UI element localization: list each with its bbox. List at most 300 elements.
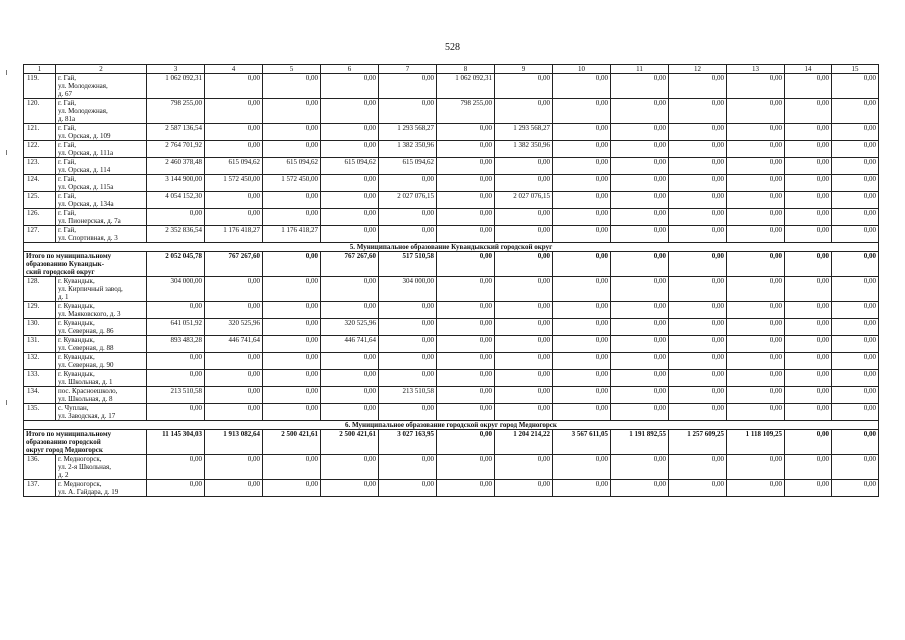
amount-cell: 0,00 — [611, 455, 669, 480]
amount-cell: 0,00 — [669, 302, 727, 319]
address-line: ул. Северная, д. 90 — [58, 361, 114, 369]
address-line: ул. Маяковского, д. 3 — [58, 310, 121, 318]
row-number: 122. — [24, 141, 56, 158]
address-line: ул. Школьная, д. 1 — [58, 378, 113, 386]
amount-cell: 0,00 — [437, 319, 495, 336]
amount-cell: 0,00 — [785, 319, 832, 336]
amount-cell: 0,00 — [669, 370, 727, 387]
address-line: ул. Кирпичный завод, — [58, 285, 123, 293]
section-heading-row — [24, 243, 879, 252]
amount-cell: 0,00 — [379, 353, 437, 370]
amount-cell: 0,00 — [611, 404, 669, 421]
amount-cell: 0,00 — [832, 252, 879, 277]
amount-cell: 0,00 — [321, 404, 379, 421]
address-line: ул. Орская, д. 114 — [58, 166, 111, 174]
amount-cell: 0,00 — [379, 319, 437, 336]
amount-cell: 0,00 — [785, 158, 832, 175]
amount-cell: 767 267,60 — [321, 252, 379, 277]
amount-cell: 0,00 — [205, 99, 263, 124]
amount-cell: 0,00 — [379, 336, 437, 353]
amount-cell: 0,00 — [379, 175, 437, 192]
amount-cell: 0,00 — [437, 404, 495, 421]
amount-cell: 0,00 — [785, 192, 832, 209]
row-number: 119. — [24, 74, 56, 99]
amount-cell: 0,00 — [205, 74, 263, 99]
amount-cell: 0,00 — [553, 336, 611, 353]
amount-cell: 0,00 — [437, 370, 495, 387]
table-row — [24, 192, 879, 209]
amount-cell: 1 572 450,00 — [205, 175, 263, 192]
amount-cell: 0,00 — [379, 99, 437, 124]
amount-cell: 0,00 — [205, 209, 263, 226]
address-line: ул. Спортивная, д. 3 — [58, 234, 118, 242]
amount-cell: 0,00 — [727, 302, 785, 319]
amount-cell: 0,00 — [611, 277, 669, 302]
address-cell — [56, 480, 147, 497]
amount-cell: 0,00 — [785, 99, 832, 124]
table-row — [24, 319, 879, 336]
amount-cell: 0,00 — [263, 124, 321, 141]
margin-mark — [6, 150, 7, 155]
address-line: г. Гай, — [58, 192, 77, 200]
amount-cell: 0,00 — [785, 175, 832, 192]
address-line: г. Гай, — [58, 74, 77, 82]
amount-cell: 1 118 109,25 — [727, 430, 785, 455]
amount-cell: 0,00 — [727, 277, 785, 302]
amount-cell: 0,00 — [832, 387, 879, 404]
row-number: 120. — [24, 99, 56, 124]
amount-cell: 0,00 — [832, 226, 879, 243]
address-cell — [56, 370, 147, 387]
table-row — [24, 387, 879, 404]
amount-cell: 0,00 — [205, 141, 263, 158]
amount-cell: 0,00 — [832, 175, 879, 192]
amount-cell: 0,00 — [727, 192, 785, 209]
amount-cell: 1 382 350,96 — [379, 141, 437, 158]
address-cell — [56, 302, 147, 319]
amount-cell: 0,00 — [611, 158, 669, 175]
amount-cell: 0,00 — [321, 480, 379, 497]
amount-cell: 0,00 — [553, 74, 611, 99]
amount-cell: 0,00 — [669, 74, 727, 99]
amount-cell: 615 094,62 — [263, 158, 321, 175]
amount-cell: 0,00 — [495, 99, 553, 124]
amount-cell: 0,00 — [495, 74, 553, 99]
amount-cell: 0,00 — [147, 480, 205, 497]
amount-cell: 2 352 836,54 — [147, 226, 205, 243]
address-line: ул. Орская, д. 109 — [58, 132, 111, 140]
address-line: пос. Красноешколо, — [58, 387, 118, 395]
amount-cell: 446 741,64 — [321, 336, 379, 353]
table-row — [24, 404, 879, 421]
amount-cell: 0,00 — [832, 404, 879, 421]
amount-cell: 0,00 — [437, 480, 495, 497]
amount-cell: 0,00 — [553, 370, 611, 387]
amount-cell: 0,00 — [205, 353, 263, 370]
amount-cell: 0,00 — [832, 302, 879, 319]
amount-cell: 4 054 152,30 — [147, 192, 205, 209]
address-cell — [56, 141, 147, 158]
amount-cell: 0,00 — [321, 226, 379, 243]
amount-cell: 0,00 — [147, 209, 205, 226]
amount-cell: 0,00 — [553, 302, 611, 319]
amount-cell: 0,00 — [495, 404, 553, 421]
column-header: 11 — [611, 65, 669, 74]
amount-cell: 0,00 — [669, 158, 727, 175]
amount-cell: 0,00 — [832, 336, 879, 353]
address-line: ул. Школьная, д. 8 — [58, 395, 113, 403]
amount-cell: 0,00 — [727, 74, 785, 99]
amount-cell: 0,00 — [832, 353, 879, 370]
amount-cell: 0,00 — [669, 353, 727, 370]
amount-cell: 2 052 045,78 — [147, 252, 205, 277]
amount-cell: 0,00 — [321, 387, 379, 404]
amount-cell: 0,00 — [495, 252, 553, 277]
amount-cell: 0,00 — [553, 209, 611, 226]
amount-cell: 0,00 — [785, 74, 832, 99]
address-line: ул. Орская, д. 134а — [58, 200, 114, 208]
amount-cell: 0,00 — [437, 277, 495, 302]
amount-cell: 0,00 — [437, 158, 495, 175]
amount-cell: 0,00 — [553, 404, 611, 421]
amount-cell: 0,00 — [263, 302, 321, 319]
amount-cell: 1 913 082,64 — [205, 430, 263, 455]
amount-cell: 0,00 — [321, 175, 379, 192]
address-cell — [56, 353, 147, 370]
amount-cell: 3 027 163,95 — [379, 430, 437, 455]
amount-cell: 0,00 — [727, 319, 785, 336]
amount-cell: 213 510,58 — [379, 387, 437, 404]
column-header: 5 — [263, 65, 321, 74]
amount-cell: 0,00 — [147, 370, 205, 387]
column-header: 10 — [553, 65, 611, 74]
amount-cell: 2 460 378,48 — [147, 158, 205, 175]
section-heading-row — [24, 421, 879, 430]
amount-cell: 0,00 — [263, 252, 321, 277]
amount-cell: 1 176 418,27 — [263, 226, 321, 243]
amount-cell: 0,00 — [669, 319, 727, 336]
section-heading: 6. Муниципальное образование городской округ город Медногорск — [24, 421, 879, 430]
amount-cell: 0,00 — [611, 353, 669, 370]
amount-cell: 0,00 — [611, 319, 669, 336]
column-header: 3 — [147, 65, 205, 74]
amount-cell: 0,00 — [785, 252, 832, 277]
address-line: Итого по муниципальному — [26, 430, 112, 438]
amount-cell: 0,00 — [495, 226, 553, 243]
amount-cell: 0,00 — [611, 336, 669, 353]
amount-cell: 0,00 — [205, 192, 263, 209]
amount-cell: 0,00 — [727, 175, 785, 192]
address-line: округ город Медногорск — [26, 446, 103, 454]
amount-cell: 0,00 — [785, 387, 832, 404]
amount-cell: 1 176 418,27 — [205, 226, 263, 243]
amount-cell: 0,00 — [727, 209, 785, 226]
amount-cell: 0,00 — [205, 455, 263, 480]
table-row — [24, 336, 879, 353]
amount-cell: 0,00 — [611, 387, 669, 404]
table-row — [24, 74, 879, 99]
amount-cell: 615 094,62 — [321, 158, 379, 175]
amount-cell: 0,00 — [495, 175, 553, 192]
address-line: с. Чуплан, — [58, 404, 89, 412]
address-line: г. Гай, — [58, 226, 77, 234]
amount-cell: 1 382 350,96 — [495, 141, 553, 158]
amount-cell: 0,00 — [263, 353, 321, 370]
amount-cell: 0,00 — [263, 404, 321, 421]
amount-cell: 0,00 — [437, 226, 495, 243]
address-cell — [56, 209, 147, 226]
amount-cell: 1 293 568,27 — [379, 124, 437, 141]
amount-cell: 0,00 — [437, 175, 495, 192]
amount-cell: 1 204 214,22 — [495, 430, 553, 455]
amount-cell: 0,00 — [321, 302, 379, 319]
amount-cell: 0,00 — [785, 124, 832, 141]
amount-cell: 0,00 — [437, 192, 495, 209]
table-row — [24, 370, 879, 387]
amount-cell: 0,00 — [727, 455, 785, 480]
amount-cell: 0,00 — [147, 455, 205, 480]
amount-cell: 517 510,58 — [379, 252, 437, 277]
amount-cell: 0,00 — [785, 430, 832, 455]
amount-cell: 0,00 — [437, 124, 495, 141]
amount-cell: 213 510,58 — [147, 387, 205, 404]
amount-cell: 0,00 — [669, 99, 727, 124]
amount-cell: 641 051,92 — [147, 319, 205, 336]
amount-cell: 0,00 — [553, 99, 611, 124]
amount-cell: 0,00 — [611, 175, 669, 192]
column-header: 14 — [785, 65, 832, 74]
amount-cell: 798 255,00 — [147, 99, 205, 124]
amount-cell: 0,00 — [321, 74, 379, 99]
amount-cell: 0,00 — [785, 370, 832, 387]
amount-cell: 0,00 — [553, 192, 611, 209]
amount-cell: 0,00 — [321, 141, 379, 158]
amount-cell: 0,00 — [727, 141, 785, 158]
row-number: 125. — [24, 192, 56, 209]
amount-cell: 0,00 — [379, 404, 437, 421]
address-line: г. Гай, — [58, 209, 77, 217]
amount-cell: 0,00 — [553, 480, 611, 497]
column-header: 7 — [379, 65, 437, 74]
amount-cell: 0,00 — [321, 353, 379, 370]
amount-cell: 0,00 — [553, 319, 611, 336]
column-header: 12 — [669, 65, 727, 74]
amount-cell: 0,00 — [553, 175, 611, 192]
column-header: 8 — [437, 65, 495, 74]
amount-cell: 0,00 — [553, 353, 611, 370]
amount-cell: 0,00 — [437, 353, 495, 370]
address-line: г. Кувандык, — [58, 302, 95, 310]
amount-cell: 0,00 — [379, 209, 437, 226]
amount-cell: 1 572 450,00 — [263, 175, 321, 192]
amount-cell: 2 027 076,15 — [379, 192, 437, 209]
column-header: 2 — [56, 65, 147, 74]
amount-cell: 0,00 — [669, 124, 727, 141]
amount-cell: 0,00 — [553, 226, 611, 243]
amount-cell: 0,00 — [785, 480, 832, 497]
table-row — [24, 124, 879, 141]
amount-cell: 2 500 421,61 — [321, 430, 379, 455]
amount-cell: 0,00 — [611, 226, 669, 243]
amount-cell: 0,00 — [669, 175, 727, 192]
amount-cell: 0,00 — [205, 404, 263, 421]
amount-cell: 0,00 — [205, 124, 263, 141]
amount-cell: 615 094,62 — [205, 158, 263, 175]
amount-cell: 0,00 — [263, 319, 321, 336]
amount-cell: 0,00 — [832, 370, 879, 387]
amount-cell: 0,00 — [205, 370, 263, 387]
total-label — [24, 430, 147, 455]
amount-cell: 0,00 — [321, 455, 379, 480]
amount-cell: 0,00 — [727, 387, 785, 404]
amount-cell: 0,00 — [727, 480, 785, 497]
amount-cell: 0,00 — [785, 336, 832, 353]
amount-cell: 0,00 — [832, 455, 879, 480]
row-number: 137. — [24, 480, 56, 497]
amount-cell: 320 525,96 — [321, 319, 379, 336]
amount-cell: 0,00 — [495, 209, 553, 226]
amount-cell: 0,00 — [147, 302, 205, 319]
amount-cell: 0,00 — [147, 404, 205, 421]
address-line: г. Гай, — [58, 141, 77, 149]
amount-cell: 0,00 — [832, 480, 879, 497]
amount-cell: 320 525,96 — [205, 319, 263, 336]
amount-cell: 0,00 — [263, 480, 321, 497]
row-number: 127. — [24, 226, 56, 243]
row-number: 134. — [24, 387, 56, 404]
amount-cell: 304 000,00 — [147, 277, 205, 302]
amount-cell: 2 764 701,92 — [147, 141, 205, 158]
amount-cell: 0,00 — [785, 141, 832, 158]
amount-cell: 11 145 304,03 — [147, 430, 205, 455]
amount-cell: 0,00 — [727, 158, 785, 175]
amount-cell: 0,00 — [437, 141, 495, 158]
amount-cell: 0,00 — [379, 455, 437, 480]
row-number: 130. — [24, 319, 56, 336]
data-table — [23, 64, 879, 497]
amount-cell: 0,00 — [321, 370, 379, 387]
row-number: 136. — [24, 455, 56, 480]
address-line: образованию городской — [26, 438, 101, 446]
amount-cell: 3 144 900,00 — [147, 175, 205, 192]
amount-cell: 0,00 — [611, 99, 669, 124]
amount-cell: 0,00 — [669, 141, 727, 158]
amount-cell: 0,00 — [727, 336, 785, 353]
amount-cell: 0,00 — [669, 455, 727, 480]
amount-cell: 0,00 — [669, 387, 727, 404]
amount-cell: 767 267,60 — [205, 252, 263, 277]
address-cell — [56, 455, 147, 480]
amount-cell: 0,00 — [553, 124, 611, 141]
amount-cell: 0,00 — [669, 192, 727, 209]
address-line: г. Медногорск, — [58, 455, 102, 463]
address-cell — [56, 404, 147, 421]
table-row — [24, 175, 879, 192]
address-cell — [56, 74, 147, 99]
amount-cell: 0,00 — [205, 480, 263, 497]
address-line: ул. А. Гайдара, д. 19 — [58, 488, 119, 496]
address-line: г. Гай, — [58, 99, 77, 107]
amount-cell: 0,00 — [669, 404, 727, 421]
amount-cell: 0,00 — [785, 277, 832, 302]
amount-cell: 798 255,00 — [437, 99, 495, 124]
address-cell — [56, 319, 147, 336]
amount-cell: 0,00 — [263, 336, 321, 353]
amount-cell: 0,00 — [727, 353, 785, 370]
table-header-row — [24, 65, 879, 74]
row-number: 123. — [24, 158, 56, 175]
amount-cell: 0,00 — [437, 252, 495, 277]
address-line: ул. 2-я Школьная, — [58, 463, 112, 471]
section-heading: 5. Муниципальное образование Кувандыкский городской округ — [24, 243, 879, 252]
amount-cell: 0,00 — [205, 387, 263, 404]
total-row — [24, 252, 879, 277]
amount-cell: 0,00 — [553, 387, 611, 404]
amount-cell: 0,00 — [495, 480, 553, 497]
amount-cell: 0,00 — [611, 192, 669, 209]
amount-cell: 0,00 — [263, 74, 321, 99]
table-row — [24, 302, 879, 319]
column-header: 15 — [832, 65, 879, 74]
address-cell — [56, 99, 147, 124]
amount-cell: 0,00 — [379, 74, 437, 99]
row-number: 132. — [24, 353, 56, 370]
amount-cell: 0,00 — [832, 430, 879, 455]
address-line: г. Кувандык, — [58, 353, 95, 361]
column-header: 6 — [321, 65, 379, 74]
table-row — [24, 209, 879, 226]
amount-cell: 2 027 076,15 — [495, 192, 553, 209]
amount-cell: 0,00 — [437, 387, 495, 404]
amount-cell: 0,00 — [669, 336, 727, 353]
amount-cell: 0,00 — [832, 192, 879, 209]
amount-cell: 0,00 — [785, 226, 832, 243]
amount-cell: 0,00 — [611, 252, 669, 277]
amount-cell: 0,00 — [785, 353, 832, 370]
amount-cell: 615 094,62 — [379, 158, 437, 175]
row-number: 128. — [24, 277, 56, 302]
amount-cell: 0,00 — [611, 480, 669, 497]
amount-cell: 0,00 — [379, 226, 437, 243]
table-row — [24, 99, 879, 124]
amount-cell: 0,00 — [832, 141, 879, 158]
amount-cell: 1 191 892,55 — [611, 430, 669, 455]
amount-cell: 0,00 — [669, 226, 727, 243]
amount-cell: 1 062 092,31 — [147, 74, 205, 99]
address-line: г. Кувандык, — [58, 277, 95, 285]
row-number: 126. — [24, 209, 56, 226]
amount-cell: 0,00 — [669, 252, 727, 277]
amount-cell: 1 293 568,27 — [495, 124, 553, 141]
amount-cell: 0,00 — [553, 252, 611, 277]
table-row — [24, 226, 879, 243]
amount-cell: 0,00 — [321, 277, 379, 302]
row-number: 129. — [24, 302, 56, 319]
address-line: ул. Северная, д. 86 — [58, 327, 114, 335]
table-row — [24, 455, 879, 480]
amount-cell: 0,00 — [263, 455, 321, 480]
column-header: 13 — [727, 65, 785, 74]
row-number: 124. — [24, 175, 56, 192]
amount-cell: 1 257 609,25 — [669, 430, 727, 455]
address-line: г. Кувандык, — [58, 336, 95, 344]
address-line: г. Гай, — [58, 175, 77, 183]
table-row — [24, 277, 879, 302]
margin-mark — [6, 400, 7, 405]
margin-mark — [6, 70, 7, 75]
amount-cell: 0,00 — [832, 99, 879, 124]
row-number: 121. — [24, 124, 56, 141]
